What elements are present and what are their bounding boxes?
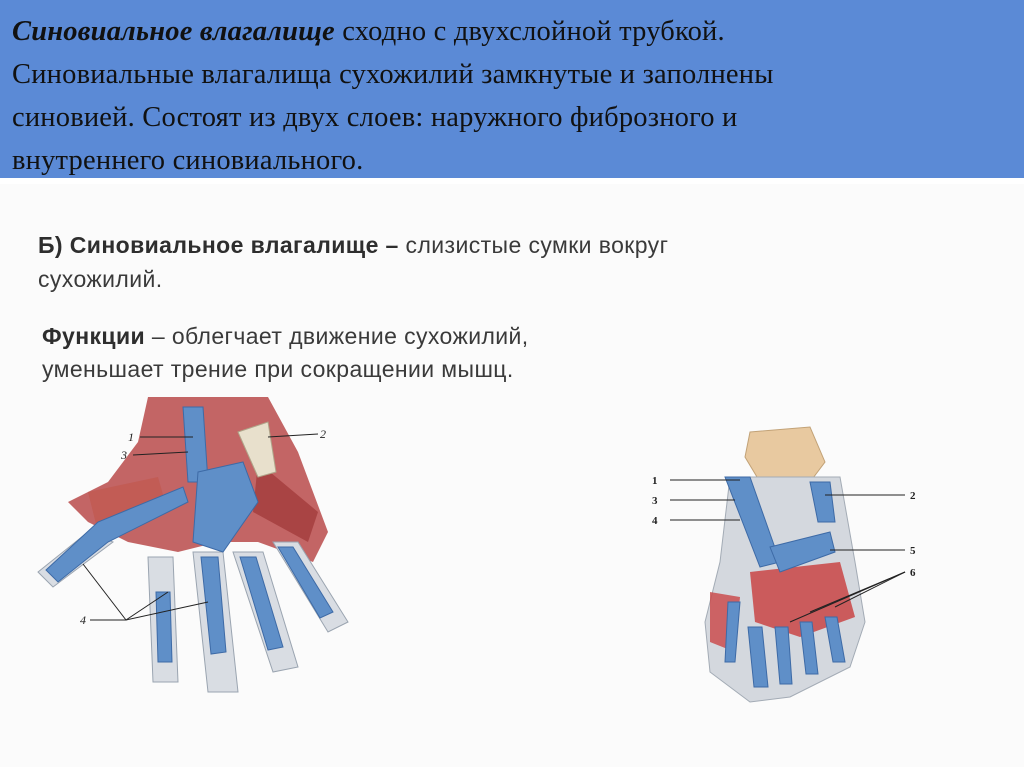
header-line-4: внутреннего синовиального. xyxy=(12,145,364,176)
foot-illustration xyxy=(640,422,930,707)
header-term: Синовиальное влагалище xyxy=(12,16,335,47)
foot-label-4: 4 xyxy=(652,515,658,527)
foot-bones xyxy=(745,427,825,482)
functions-rest: – облегчает движение сухожилий, xyxy=(145,323,529,349)
hand-label-4: 4 xyxy=(80,613,86,627)
hand-label-1: 1 xyxy=(128,430,134,444)
foot-label-2: 2 xyxy=(910,490,916,502)
definition-term: Б) Синовиальное влагалище – xyxy=(38,232,399,258)
functions-text xyxy=(42,320,942,386)
definition-line-2: сухожилий. xyxy=(38,266,163,292)
definition-text xyxy=(38,228,938,296)
header-line-1 xyxy=(12,10,1012,53)
functions-term: Функции xyxy=(42,323,146,349)
header-banner xyxy=(0,0,1024,178)
foot-label-5: 5 xyxy=(910,545,916,557)
definition-rest: слизистые сумки вокруг xyxy=(398,232,669,258)
hand-label-3: 3 xyxy=(121,448,127,462)
foot-label-3: 3 xyxy=(652,495,658,507)
foot-label-6: 6 xyxy=(910,567,916,579)
header-line-1-rest: сходно с двухслойной трубкой. xyxy=(334,16,725,47)
functions-line-2: уменьшает трение при сокращении мышц. xyxy=(42,356,514,382)
header-line-3: синовией. Состоят из двух слоев: наружного фиброзного и xyxy=(12,102,738,133)
foot-label-1: 1 xyxy=(652,475,658,487)
hand-label-2: 2 xyxy=(320,427,326,441)
header-text xyxy=(12,10,1012,182)
header-line-2: Синовиальные влагалища сухожилий замкнутые и заполнены xyxy=(12,59,774,90)
hand-illustration xyxy=(28,392,368,697)
